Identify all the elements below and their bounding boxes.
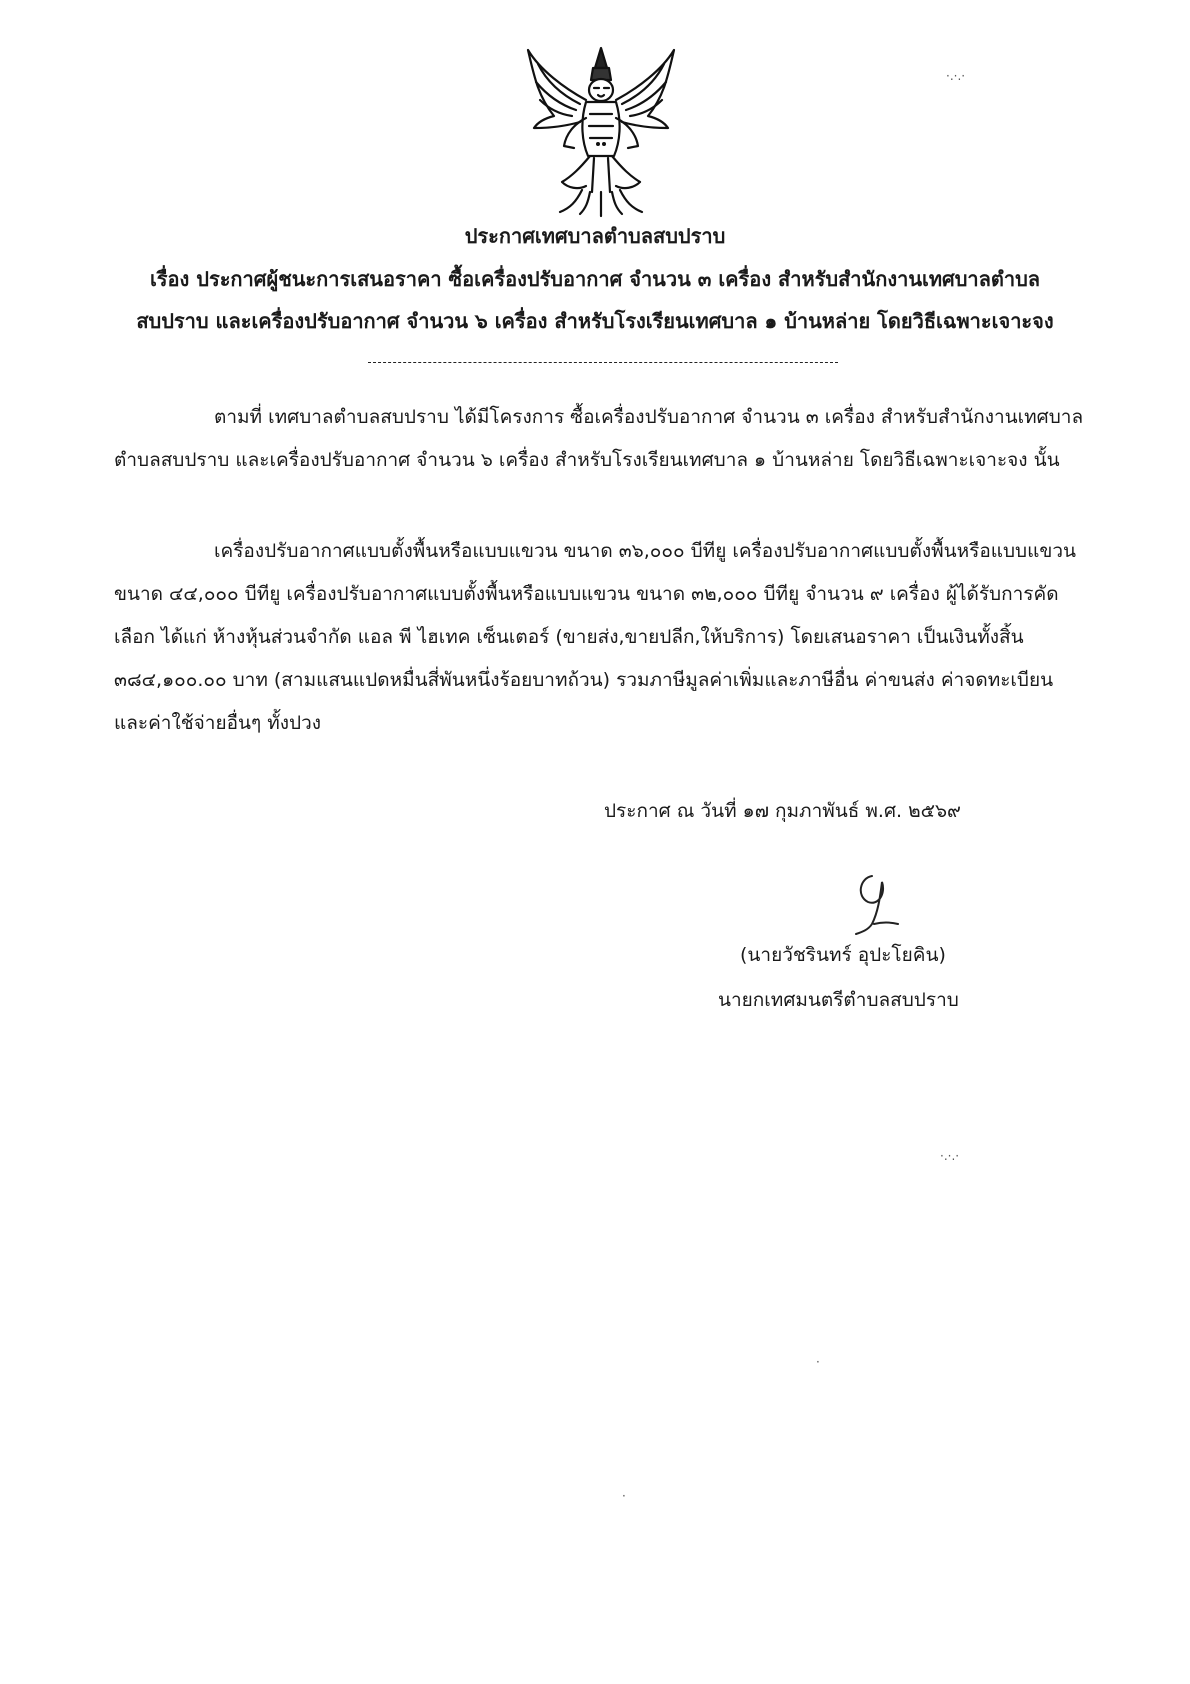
body-paragraph-1: ตามที่ เทศบาลตำบลสบปราบ ได้มีโครงการ ซื้อเครื่องปรับอากาศ จำนวน ๓ เครื่อง สำหรับสำนักงานเทศบาลตำบลสบปราบ และเครื่องปรับอากาศ จำนวน ๖ เครื่อง สำหรับโรงเรียนเทศบาล ๑ บ้านหล่าย โดยวิธีเฉพาะเจาะจง นั้น (114, 406, 1084, 471)
subject-line-2: สบปราบ และเครื่องปรับอากาศ จำนวน ๖ เครื่อง สำหรับโรงเรียนเทศบาล ๑ บ้านหล่าย โดยวิธีเฉพาะเจาะจง (136, 309, 1054, 333)
signer-position: นายกเทศมนตรีตำบลสบปราบ (718, 989, 959, 1011)
scan-speck: ·.·.· (946, 69, 966, 83)
scan-speck: · (622, 1489, 626, 1503)
dashed-divider (368, 362, 838, 363)
signature-icon (842, 868, 922, 938)
announcement-title: ประกาศเทศบาลตำบลสบปราบ (464, 224, 726, 248)
announcement-date: ประกาศ ณ วันที่ ๑๗ กุมภาพันธ์ พ.ศ. ๒๕๖๙ (604, 800, 961, 822)
body-paragraph-2: เครื่องปรับอากาศแบบตั้งพื้นหรือแบบแขวน ขนาด ๓๖,๐๐๐ บีทียู เครื่องปรับอากาศแบบตั้งพื้นหรือแบบแขวน ขนาด ๔๔,๐๐๐ บีทียู เครื่องปรับอากาศแบบตั้งพื้นหรือแบบแขวน ขนาด ๓๒,๐๐๐ บีทียู จำนวน ๙ เครื่อง ผู้ได้รับการคัดเลือก ได้แก่ ห้างหุ้นส่วนจำกัด แอล พี ไฮเทค เซ็นเตอร์ (ขายส่ง,ขายปลีก,ให้บริการ) โดยเสนอราคา เป็นเงินทั้งสิ้น ๓๘๔,๑๐๐.๐๐ บาท (สามแสนแปดหมื่นสี่พันหนึ่งร้อยบาทถ้วน) รวมภาษีมูลค่าเพิ่มและภาษีอื่น ค่าขนส่ง ค่าจดทะเบียน และค่าใช้จ่ายอื่นๆ ทั้งปวง (114, 540, 1077, 734)
garuda-emblem-icon (520, 42, 682, 218)
subject-line-1: เรื่อง ประกาศผู้ชนะการเสนอราคา ซื้อเครื่องปรับอากาศ จำนวน ๓ เครื่อง สำหรับสำนักงานเทศบาลตำบล (149, 267, 1041, 291)
scan-speck: ·.·.· (940, 1149, 960, 1163)
signer-name: (นายวัชรินทร์ อุปะโยคิน) (740, 944, 946, 966)
scan-speck: · (816, 1355, 820, 1369)
